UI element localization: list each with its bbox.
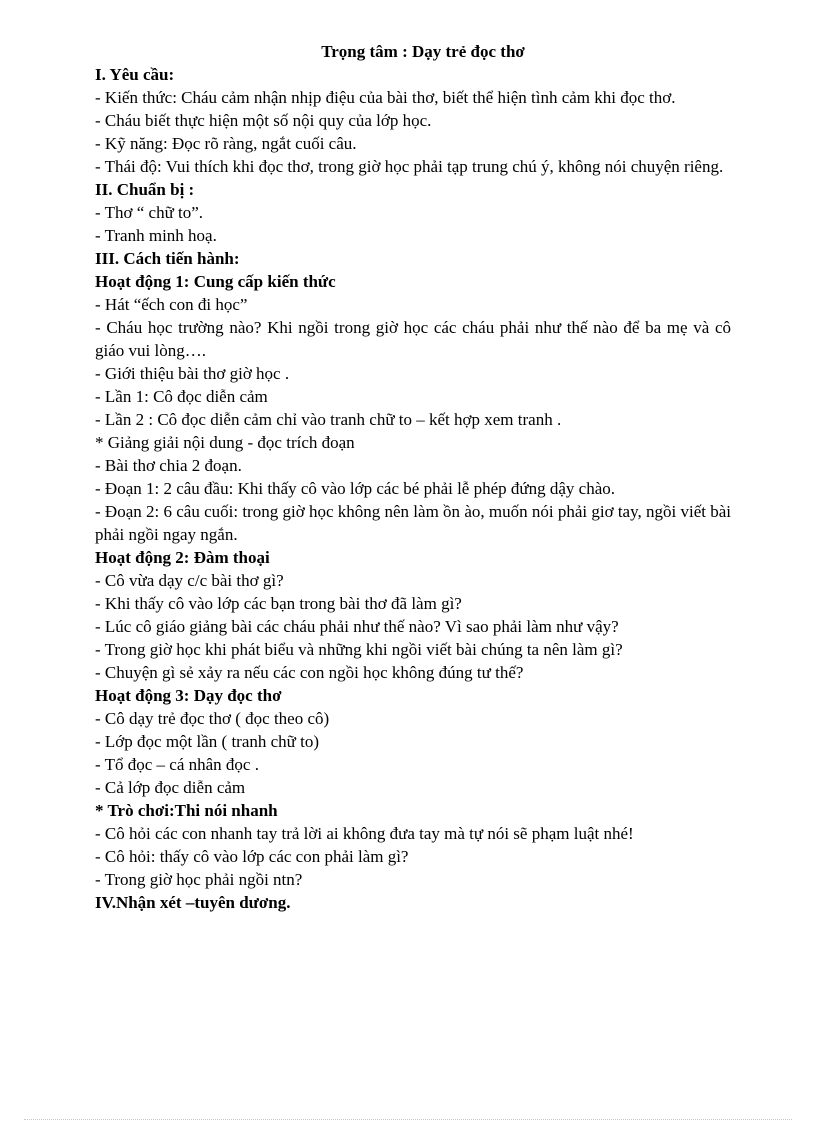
document-body [95,63,731,914]
body-line: - Đoạn 1: 2 câu đầu: Khi thấy cô vào lớp các bé phải lễ phép đứng dậy chào. [95,479,616,498]
page-title: Trọng tâm : Dạy trẻ đọc thơ [321,42,525,61]
section-heading: IV.Nhận xét –tuyên dương. [95,893,291,912]
body-line: - Chuyện gì sẻ xảy ra nếu các con ngồi học không đúng tư thế? [95,663,524,682]
body-line: - Đoạn 2: 6 câu cuối: trong giờ học không nên làm ồn ào, muốn nói phải giơ tay, ngồi viết bài phải ngồi ngay ngắn. [95,502,731,544]
body-line: - Cả lớp đọc diễn cảm [95,778,246,797]
body-line: - Lần 1: Cô đọc diễn cảm [95,387,268,406]
body-line: - Kỹ năng: Đọc rõ ràng, ngắt cuối câu. [95,134,357,153]
body-line: - Lần 2 : Cô đọc diễn cảm chỉ vào tranh chữ to – kết hợp xem tranh . [95,410,562,429]
body-line: - Trong giờ học phải ngồi ntn? [95,870,303,889]
body-line: - Tổ đọc – cá nhân đọc . [95,755,259,774]
section-heading: Hoạt động 1: Cung cấp kiến thức [95,272,336,291]
body-line: - Bài thơ chia 2 đoạn. [95,456,242,475]
body-line: - Thơ “ chữ to”. [95,203,204,222]
section-heading: I. Yêu cầu: [95,65,175,84]
section-heading: Hoạt động 3: Dạy đọc thơ [95,686,282,705]
body-line: - Giới thiệu bài thơ giờ học . [95,364,290,383]
body-line: - Cháu biết thực hiện một số nội quy của lớp học. [95,111,432,130]
section-heading: Hoạt động 2: Đàm thoại [95,548,270,567]
section-heading: III. Cách tiến hành: [95,249,240,268]
body-line: - Khi thấy cô vào lớp các bạn trong bài thơ đã làm gì? [95,594,462,613]
body-line: - Tranh minh hoạ. [95,226,217,245]
section-heading: II. Chuẩn bị : [95,180,195,199]
body-line: - Cô vừa dạy c/c bài thơ gì? [95,571,284,590]
body-line: - Lúc cô giáo giảng bài các cháu phải như thế nào? Vì sao phải làm như vậy? [95,617,619,636]
body-line: - Trong giờ học khi phát biểu và những khi ngồi viết bài chúng ta nên làm gì? [95,640,623,659]
body-line: - Cô hỏi: thấy cô vào lớp các con phải làm gì? [95,847,409,866]
body-line: - Kiến thức: Cháu cảm nhận nhịp điệu của bài thơ, biết thể hiện tình cảm khi đọc thơ. [95,88,676,107]
body-line: - Cháu học trường nào? Khi ngồi trong giờ học các cháu phải như thế nào để ba mẹ và cô giáo vui lòng…. [95,318,731,360]
body-line: - Lớp đọc một lần ( tranh chữ to) [95,732,320,751]
body-line: * Giảng giải nội dung - đọc trích đoạn [95,433,355,452]
page-bottom-divider [24,1119,792,1120]
section-heading: * Trò chơi:Thi nói nhanh [95,801,278,820]
body-line: - Cô hỏi các con nhanh tay trả lời ai không đưa tay mà tự nói sẽ phạm luật nhé! [95,824,634,843]
body-line: - Cô dạy trẻ đọc thơ ( đọc theo cô) [95,709,330,728]
body-line: - Hát “ếch con đi học” [95,295,248,314]
body-line: - Thái độ: Vui thích khi đọc thơ, trong giờ học phải tạp trung chú ý, không nói chuyện riêng. [95,157,724,176]
document-page [95,40,731,914]
